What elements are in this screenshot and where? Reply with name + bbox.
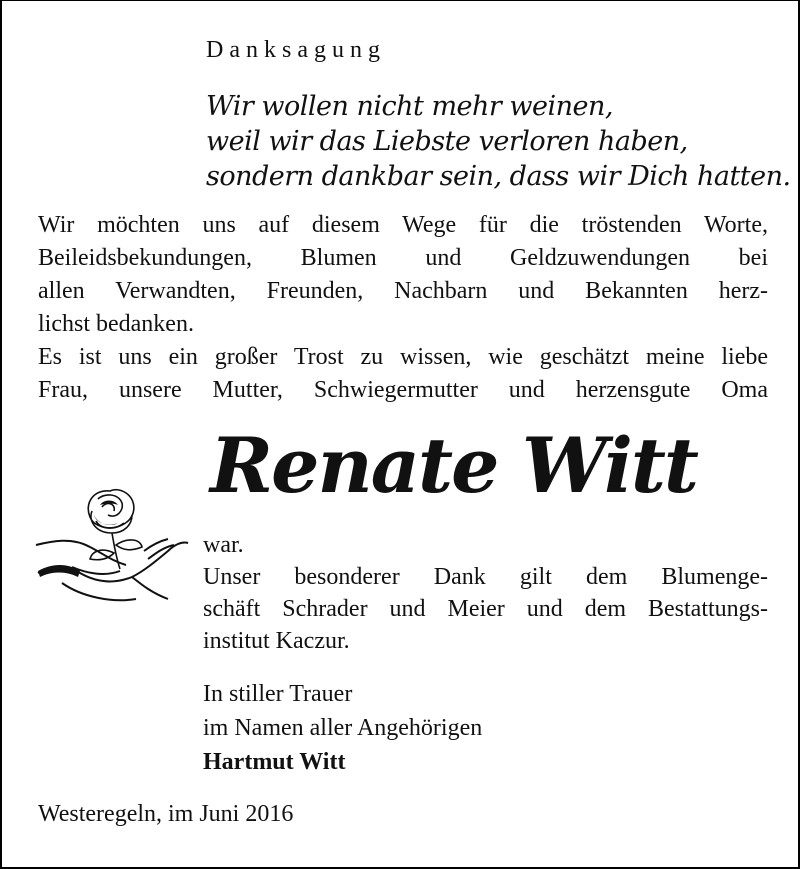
body-line: Es ist uns ein großer Trost zu wissen, wie geschätzt meine liebe bbox=[38, 344, 768, 370]
body-line: lichst bedanken. bbox=[38, 311, 194, 337]
body-line: Wir möchten uns auf diesem Wege für die tröstenden Worte, bbox=[38, 212, 768, 238]
body-line: Unser besonderer Dank gilt dem Blumenge- bbox=[203, 564, 768, 590]
poem-line: weil wir das Liebste verloren haben, bbox=[206, 126, 688, 157]
poem-line: Wir wollen nicht mehr weinen, bbox=[206, 91, 613, 122]
thanks-paragraph bbox=[38, 209, 768, 407]
body-line: institut Kaczur. bbox=[203, 628, 350, 654]
mourning-line: In stiller Trauer bbox=[203, 681, 353, 707]
body-line: allen Verwandten, Freunden, Nachbarn und Bekannten herz- bbox=[38, 278, 768, 304]
mourning-signature bbox=[203, 677, 482, 779]
signer-name: Hartmut Witt bbox=[203, 749, 346, 775]
deceased-name: Renate Witt bbox=[210, 421, 698, 510]
body-line: Beileidsbekundungen, Blumen und Geldzuwendungen bei bbox=[38, 245, 768, 271]
notice-title: Danksagung bbox=[206, 37, 386, 63]
mourning-line: im Namen aller Angehörigen bbox=[203, 715, 483, 741]
poem-line: sondern dankbar sein, dass wir Dich hatten. bbox=[206, 161, 791, 192]
body-line: war. bbox=[203, 532, 244, 558]
poem bbox=[206, 89, 791, 194]
special-thanks bbox=[203, 529, 768, 657]
place-and-date: Westeregeln, im Juni 2016 bbox=[38, 801, 294, 827]
body-line: schäft Schrader und Meier und dem Bestattungs- bbox=[203, 596, 768, 622]
rose-in-hands-icon bbox=[32, 481, 197, 611]
body-line: Frau, unsere Mutter, Schwiegermutter und herzensgute Oma bbox=[38, 377, 768, 403]
